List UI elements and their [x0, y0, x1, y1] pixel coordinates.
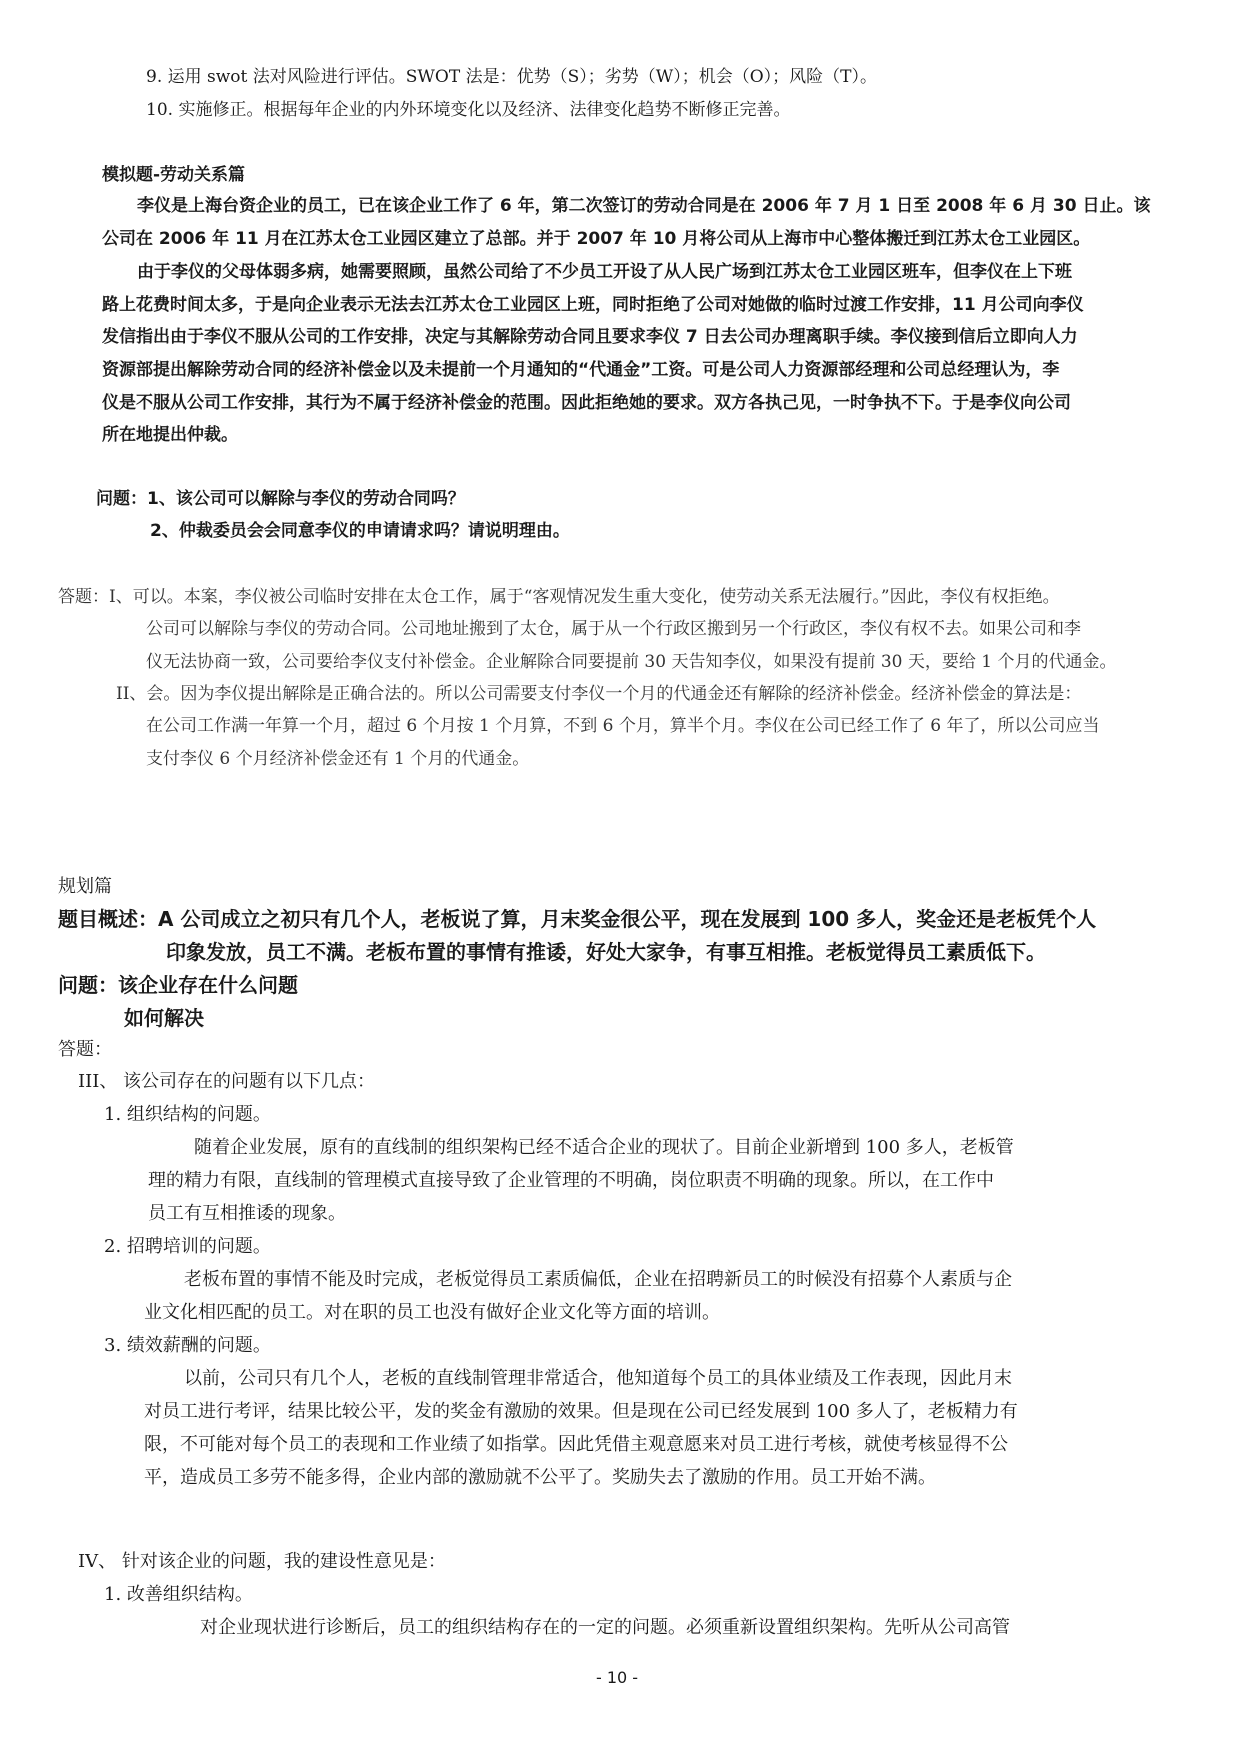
- case2-item3-title: 3. 绩效薪酬的问题。: [104, 1335, 271, 1356]
- case2-item1-line3: 员工有互相推诿的现象。: [148, 1203, 346, 1224]
- case2-summary-line2: 印象发放，员工不满。老板布置的事情有推诿，好处大家争，有事互相推。老板觉得员工素质低下。: [166, 940, 1046, 964]
- case2-item3-line4: 平，造成员工多劳不能多得，企业内部的激励就不公平了。奖励失去了激励的作用。员工开始不满。: [144, 1467, 936, 1488]
- case2-item2-line2: 业文化相匹配的员工。对在职的员工也没有做好企业文化等方面的培训。: [144, 1302, 720, 1323]
- case2-question: 问题：该企业存在什么问题: [58, 973, 298, 997]
- page-number: - 10 -: [596, 1668, 639, 1687]
- case1-question-1: 问题：1、该公司可以解除与李仪的劳动合同吗？: [96, 489, 465, 509]
- case1-answer-line4: II、会。因为李仪提出解除是正确合法的。所以公司需要支付李仪一个月的代通金还有解除的经济补偿金。经济补偿金的算法是：: [116, 684, 1082, 704]
- case1-p2-line6: 所在地提出仲裁。: [102, 425, 238, 445]
- case1-p2-line5: 仪是不服从公司工作安排，其行为不属于经济补偿金的范围。因此拒绝她的要求。双方各执己见，一时争执不下。于是李仪向公司: [102, 393, 1071, 413]
- case1-answer-line2: 公司可以解除与李仪的劳动合同。公司地址搬到了太仓，属于从一个行政区搬到另一个行政区，李仪有权不去。如果公司和李: [146, 619, 1081, 639]
- case1-p1-line2: 公司在 2006 年 11 月在江苏太仓工业园区建立了总部。并于 2007 年 10 月将公司从上海市中心整体搬迁到江苏太仓工业园区。: [102, 229, 1091, 249]
- case2-item1-line1: 随着企业发展，原有的直线制的组织架构已经不适合企业的现状了。目前企业新增到 100 多人，老板管: [194, 1137, 1014, 1158]
- case2-item3-line3: 限，不可能对每个员工的表现和工作业绩了如指掌。因此凭借主观意愿来对员工进行考核，就使考核显得不公: [144, 1434, 1008, 1455]
- case2-answer-label: 答题：: [58, 1039, 112, 1060]
- section-title-labor: 模拟题-劳动关系篇: [102, 165, 246, 185]
- list-item-10: 10. 实施修正。根据每年企业的内外环境变化以及经济、法律变化趋势不断修正完善。: [146, 100, 791, 120]
- case2-s4-item1-line1: 对企业现状进行诊断后，员工的组织结构存在的一定的问题。必须重新设置组织架构。先听从公司高管: [200, 1617, 1010, 1638]
- case1-answer-line6: 支付李仪 6 个月经济补偿金还有 1 个月的代通金。: [146, 749, 530, 769]
- case1-answer-line5: 在公司工作满一年算一个月，超过 6 个月按 1 个月算，不到 6 个月，算半个月。李仪在公司已经工作了 6 年了，所以公司应当: [146, 716, 1100, 736]
- case2-item1-title: 1. 组织结构的问题。: [104, 1104, 271, 1125]
- case2-question-2: 如何解决: [124, 1006, 204, 1030]
- section-title-planning: 规划篇: [58, 876, 112, 897]
- case1-p2-line1: 由于李仪的父母体弱多病，她需要照顾，虽然公司给了不少员工开设了从人民广场到江苏太仓工业园区班车，但李仪在上下班: [137, 262, 1072, 282]
- case2-summary-line1: 题目概述：A 公司成立之初只有几个人，老板说了算，月末奖金很公平，现在发展到 100 多人，奖金还是老板凭个人: [58, 907, 1097, 931]
- case2-item3-line2: 对员工进行考评，结果比较公平，发的奖金有激励的效果。但是现在公司已经发展到 100 多人了，老板精力有: [144, 1401, 1018, 1422]
- case1-p2-line3: 发信指出由于李仪不服从公司的工作安排，决定与其解除劳动合同且要求李仪 7 日去公司办理离职手续。李仪接到信后立即向人力: [102, 327, 1078, 347]
- case2-item1-line2: 理的精力有限，直线制的管理模式直接导致了企业管理的不明确，岗位职责不明确的现象。所以，在工作中: [148, 1170, 994, 1191]
- case2-section-4: IV、 针对该企业的问题，我的建设性意见是：: [78, 1551, 446, 1572]
- case1-question-2: 2、仲裁委员会会同意李仪的申请请求吗？请说明理由。: [150, 521, 570, 541]
- case1-answer-line3: 仪无法协商一致，公司要给李仪支付补偿金。企业解除合同要提前 30 天告知李仪，如果没有提前 30 天，要给 1 个月的代通金。: [146, 652, 1117, 672]
- case1-answer-line1: 答题：I、可以。本案，李仪被公司临时安排在太仓工作，属于“客观情况发生重大变化，使劳动关系无法履行。”因此，李仪有权拒绝。: [58, 587, 1060, 607]
- case1-p2-line2: 路上花费时间太多，于是向企业表示无法去江苏太仓工业园区上班，同时拒绝了公司对她做的临时过渡工作安排，11 月公司向李仪: [102, 295, 1084, 315]
- case1-p1-line1: 李仪是上海台资企业的员工，已在该企业工作了 6 年，第二次签订的劳动合同是在 2006 年 7 月 1 日至 2008 年 6 月 30 日止。该: [137, 196, 1151, 216]
- case1-p2-line4: 资源部提出解除劳动合同的经济补偿金以及未提前一个月通知的“代通金”工资。可是公司人力资源部经理和公司总经理认为，李: [102, 360, 1060, 380]
- list-item-9: 9. 运用 swot 法对风险进行评估。SWOT 法是：优势（S）；劣势（W）；机会（O）；风险（T）。: [146, 67, 877, 87]
- case2-s4-item1-title: 1. 改善组织结构。: [104, 1584, 253, 1605]
- case2-item2-title: 2. 招聘培训的问题。: [104, 1236, 271, 1257]
- case2-item2-line1: 老板布置的事情不能及时完成，老板觉得员工素质偏低，企业在招聘新员工的时候没有招募个人素质与企: [184, 1269, 1012, 1290]
- case2-section-3: III、 该公司存在的问题有以下几点：: [78, 1071, 376, 1092]
- case2-item3-line1: 以前，公司只有几个人，老板的直线制管理非常适合，他知道每个员工的具体业绩及工作表现，因此月末: [184, 1368, 1012, 1389]
